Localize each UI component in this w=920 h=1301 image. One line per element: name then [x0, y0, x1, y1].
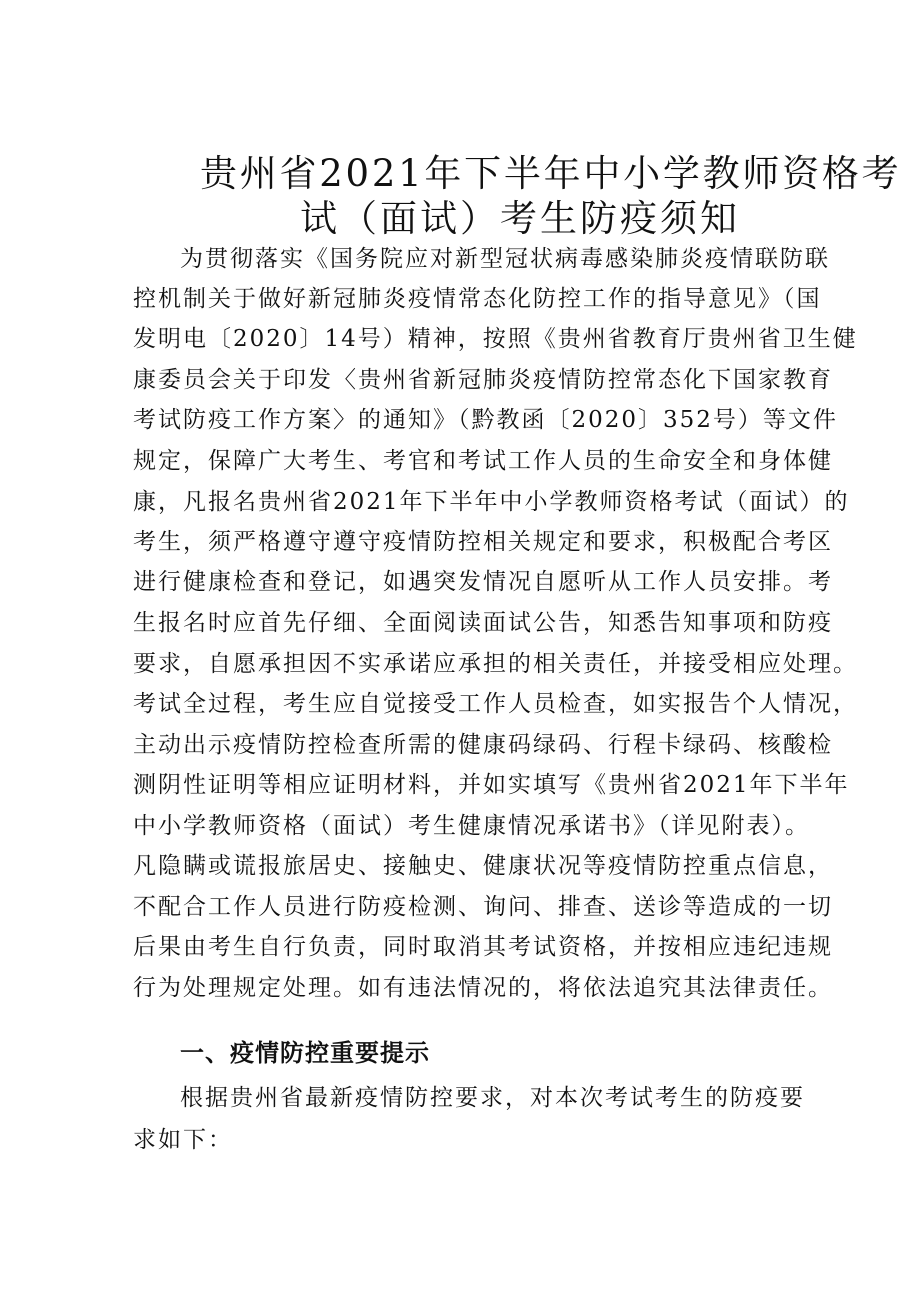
- intro-line: 考生，须严格遵守遵守疫情防控相关规定和要求，积极配合考区: [133, 529, 833, 555]
- intro-line: 康，凡报名贵州省2021年下半年中小学教师资格考试（面试）的: [133, 489, 850, 515]
- intro-line: 为贯彻落实《国务院应对新型冠状病毒感染肺炎疫情联防联: [180, 246, 830, 272]
- intro-line: 主动出示疫情防控检查所需的健康码绿码、行程卡绿码、核酸检: [133, 732, 833, 758]
- document-title-line-2: 试（面试）考生防疫须知: [300, 197, 740, 240]
- section-1-line: 求如下：: [133, 1127, 233, 1153]
- intro-line: 凡隐瞒或谎报旅居史、接触史、健康状况等疫情防控重点信息，: [133, 853, 833, 879]
- intro-line: 测阴性证明等相应证明材料，并如实填写《贵州省2021年下半年: [133, 772, 850, 798]
- section-heading-1: 一、疫情防控重要提示: [180, 1039, 430, 1067]
- intro-line: 行为处理规定处理。如有违法情况的，将依法追究其法律责任。: [133, 975, 833, 1001]
- intro-line: 考试全过程，考生应自觉接受工作人员检查，如实报告个人情况，: [133, 691, 858, 717]
- intro-line: 规定，保障广大考生、考官和考试工作人员的生命安全和身体健: [133, 448, 833, 474]
- section-1-line: 根据贵州省最新疫情防控要求，对本次考试考生的防疫要: [180, 1085, 805, 1111]
- intro-line: 考试防疫工作方案〉的通知》（黔教函〔2020〕352号）等文件: [133, 407, 838, 433]
- intro-line: 控机制关于做好新冠肺炎疫情常态化防控工作的指导意见》（国: [133, 286, 822, 312]
- intro-line: 不配合工作人员进行防疫检测、询问、排查、送诊等造成的一切: [133, 894, 833, 920]
- intro-line: 生报名时应首先仔细、全面阅读面试公告，知悉告知事项和防疫: [133, 610, 833, 636]
- intro-line: 后果由考生自行负责，同时取消其考试资格，并按相应违纪违规: [133, 934, 833, 960]
- intro-line: 中小学教师资格（面试）考生健康情况承诺书》（详见附表）。: [133, 813, 810, 839]
- intro-line: 要求，自愿承担因不实承诺应承担的相关责任，并接受相应处理。: [133, 651, 858, 677]
- intro-line: 进行健康检查和登记，如遇突发情况自愿听从工作人员安排。考: [133, 569, 833, 595]
- document-title-line-1: 贵州省2021年下半年中小学教师资格考: [200, 152, 902, 195]
- intro-line: 发明电〔2020〕14号）精神，按照《贵州省教育厅贵州省卫生健: [133, 326, 858, 352]
- intro-line: 康委员会关于印发〈贵州省新冠肺炎疫情防控常态化下国家教育: [133, 367, 833, 393]
